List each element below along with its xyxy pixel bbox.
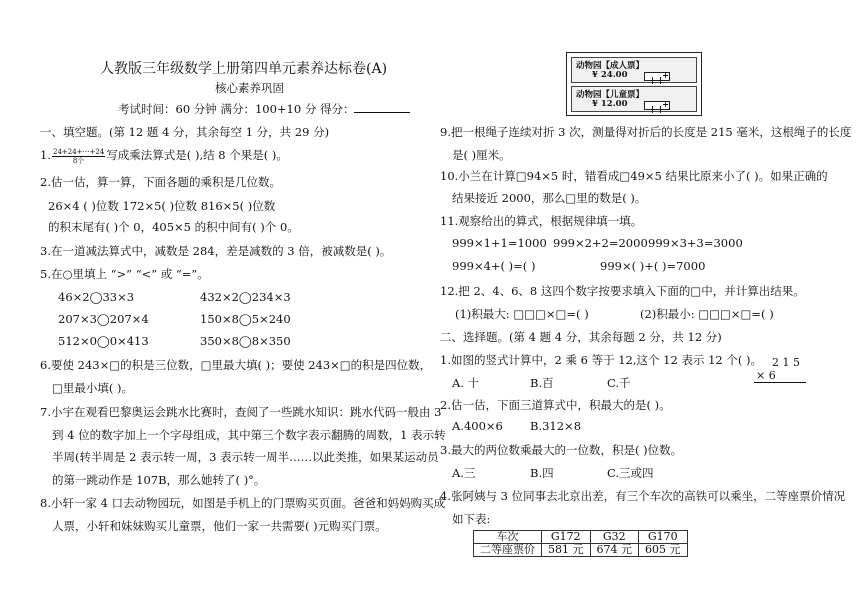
vertical-calc-top: 2 1 5 — [772, 356, 800, 369]
question-10-line1: 10.小兰在计算□94×5 时，错看成□49×5 结果比原来小了( )。如果正确的 — [440, 169, 828, 183]
question-1-text: 写成乘法算式是( ),结 8 个果是( )。 — [106, 148, 288, 162]
choice-4-line2: 如下表: — [452, 512, 491, 526]
table-header-cell: G32 — [590, 531, 639, 544]
score-blank[interactable] — [354, 101, 410, 113]
table-cell: 二等座票价 — [474, 544, 542, 557]
choice-2: 2.估一估，下面三道算式中，积最大的是( )。 — [440, 398, 671, 412]
compare-item: 350×8◯8×350 — [200, 334, 291, 348]
question-7-line1: 7.小宇在观看巴黎奥运会跳水比赛时，查阅了一些跳水知识：跳水代码一般由 3 — [40, 405, 442, 419]
question-7-line4: 的第一跳动作是 107B，那么她转了( )°。 — [52, 473, 266, 487]
option: C.千 — [607, 376, 631, 390]
page-title: 人教版三年级数学上册第四单元素养达标卷(A) — [100, 61, 388, 77]
option: B.百 — [530, 376, 554, 390]
table-cell: 581 元 — [542, 544, 591, 557]
question-11: 11.观察给出的算式，根据规律填一填。 — [440, 214, 643, 228]
section-fill-blank: 一、填空题。(第 12 题 4 分，其余每空 1 分，共 29 分) — [40, 125, 330, 139]
question-8-line2: 人票，小轩和妹妹购买儿童票，他们一家一共需要( )元购买门票。 — [52, 519, 387, 533]
table-header-cell: G172 — [542, 531, 591, 544]
question-12-part2: (2)积最小: □□□×□=( ) — [640, 307, 774, 321]
compare-item: 207×3◯207×4 — [58, 312, 149, 326]
table-cell: 674 元 — [590, 544, 639, 557]
question-2-row2: 的积末尾有( )个 0，405×5 的积中间有( )个 0。 — [48, 220, 299, 234]
table-header-cell: 车次 — [474, 531, 542, 544]
compare-item: 512×0◯0×413 — [58, 334, 149, 348]
question-7-line3: 半周(转半周是 2 表示转一周，3 表示转一周半……以此类推，如果某运动员 — [52, 450, 439, 464]
choice-1: 1.如图的竖式计算中，2 乘 6 等于 12,这个 12 表示 12 个( )。 — [440, 353, 763, 367]
fraction-denominator: 8个 — [72, 156, 85, 165]
question-1 — [40, 147, 288, 165]
question-9-line2: 是( )厘米。 — [452, 148, 511, 162]
plus-icon[interactable]: + — [662, 70, 669, 80]
pattern-item: 999×2+2=2000 — [553, 236, 648, 250]
fraction-numerator: 24+24+⋯+24 — [52, 147, 105, 156]
choice-3: 3.最大的两位数乘最大的一位数，积是( )位数。 — [440, 443, 683, 457]
adult-ticket-label: 动物园【成人票】 — [576, 61, 645, 71]
choice-4-line1: 4.张阿姨与 3 位同事去北京出差，有三个车次的高铁可以乘坐，二等座票价情况 — [440, 489, 846, 503]
question-3: 3.在一道减法算式中，减数是 284，差是减数的 3 倍，被减数是( )。 — [40, 244, 392, 258]
compare-item: 46×2◯33×3 — [58, 290, 135, 304]
pattern-item: 999×4+( )=( ) — [452, 259, 536, 273]
question-6-line1: 6.要使 243×□的积是三位数，□里最大填( )；要使 243×□的积是四位数， — [40, 358, 432, 372]
child-quantity-stepper[interactable] — [644, 101, 670, 110]
option: C.三或四 — [607, 466, 654, 480]
question-2-row1: 26×4 ( )位数 172×5( )位数 816×5( )位数 — [48, 199, 276, 213]
fare-table — [473, 530, 688, 557]
table-header-cell: G170 — [639, 531, 688, 544]
question-2: 2.估一估，算一算，下面各题的乘积是几位数。 — [40, 175, 281, 189]
question-7-line2: 到 4 位的数字加上一个字母组成，其中第三个数字表示翻腾的周数，1 表示转 — [52, 428, 446, 442]
child-ticket-price: ¥ 12.00 — [592, 99, 628, 109]
vertical-calc-bottom: × 6 — [754, 369, 806, 383]
question-9-line1: 9.把一根绳子连续对折 3 次，测量得对折后的长度是 215 毫米，这根绳子的长度 — [440, 125, 852, 139]
adult-ticket — [571, 57, 697, 83]
option: A.400×6 — [452, 419, 503, 433]
question-12-part1: (1)积最大: □□□×□=( ) — [455, 307, 589, 321]
question-1-number: 1. — [40, 148, 51, 162]
table-row — [474, 531, 688, 544]
question-8-line1: 8.小轩一家 4 口去动物园玩，如图是手机上的门票购买页面。爸爸和妈妈购买成 — [40, 496, 446, 510]
section-choice: 二、选择题。(第 4 题 4 分，其余每题 2 分，共 12 分) — [440, 330, 722, 344]
compare-item: 432×2◯234×3 — [200, 290, 291, 304]
pattern-item: 999×( )+( )=7000 — [600, 259, 706, 273]
adult-ticket-price: ¥ 24.00 — [592, 70, 628, 80]
question-6-line2: □里最小填( )。 — [52, 381, 133, 395]
option: A.三 — [452, 466, 476, 480]
option: A. 十 — [452, 376, 480, 390]
question-10-line2: 结果接近 2000，那么□里的数是( )。 — [452, 191, 647, 205]
table-row — [474, 544, 688, 557]
ticket-purchase-panel — [566, 52, 702, 116]
child-ticket — [571, 86, 697, 112]
question-5: 5.在○里填上 “>” “<” 或 “=”。 — [40, 267, 209, 281]
option: B.312×8 — [530, 419, 582, 433]
compare-item: 150×8◯5×240 — [200, 312, 291, 326]
question-1-fraction — [52, 148, 105, 165]
plus-icon[interactable]: + — [662, 99, 669, 109]
table-cell: 605 元 — [639, 544, 688, 557]
pattern-item: 999×1+1=1000 — [452, 236, 547, 250]
adult-quantity-stepper[interactable] — [644, 72, 670, 81]
exam-info-text: 考试时间：60 分钟 满分：100+10 分 得分： — [118, 102, 355, 116]
option: B.四 — [530, 466, 554, 480]
page-subtitle: 核心素养巩固 — [215, 81, 284, 95]
child-ticket-label: 动物园【儿童票】 — [576, 90, 645, 100]
vertical-calculation — [754, 356, 806, 383]
question-12: 12.把 2、4、6、8 这四个数字按要求填入下面的□中，并计算出结果。 — [440, 284, 805, 298]
pattern-item: 999×3+3=3000 — [648, 236, 743, 250]
exam-info — [118, 101, 410, 117]
